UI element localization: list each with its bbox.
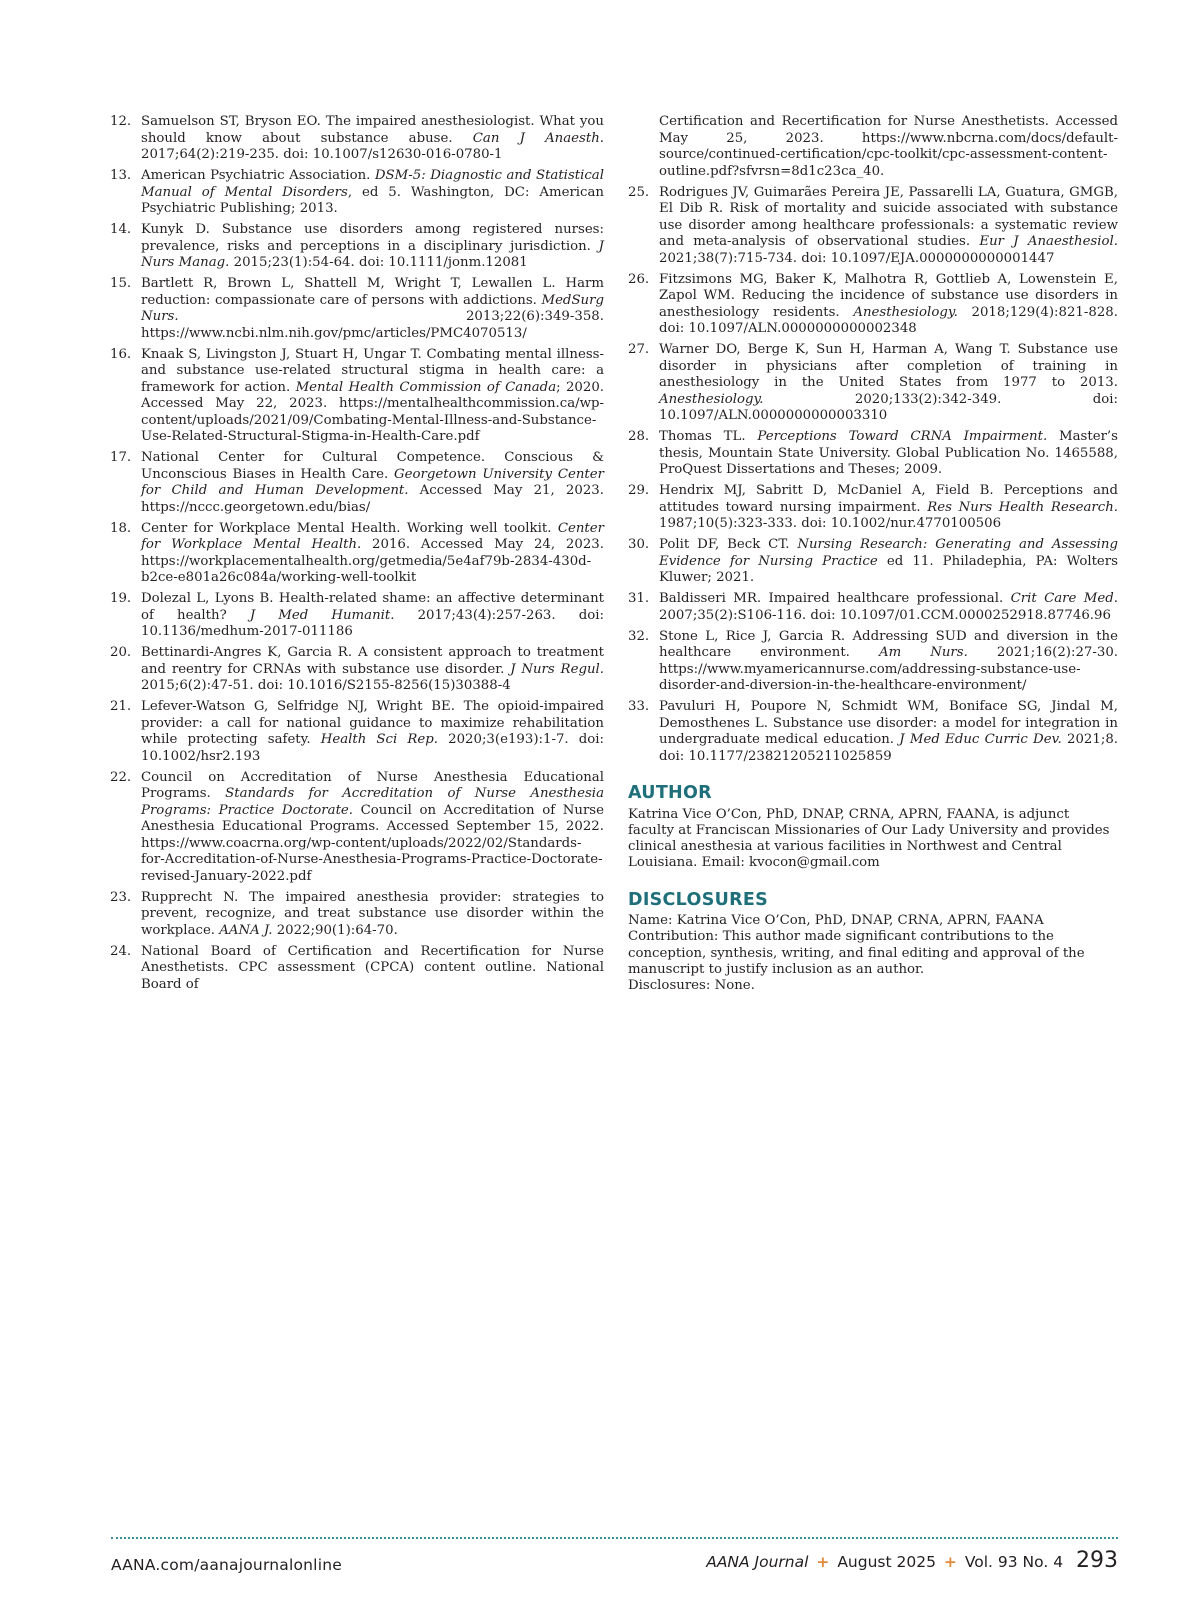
- reference-number: 33.: [628, 699, 650, 714]
- reference-source-title: J Nurs Regul.: [510, 661, 604, 677]
- reference-item: [110, 521, 604, 587]
- reference-text: [659, 699, 1118, 765]
- reference-item: [110, 944, 604, 994]
- reference-text-segment: 2016. Accessed May 24, 2023. https://workplacementalhealth.org/getmedia/5e4af79b-2834-430d-b2ce-e801a26c084a/working-well-toolkit: [141, 537, 604, 585]
- reference-text-segment: Rupprecht N. The impaired anesthesia provider: strategies to prevent, recognize, and treat substance use disorder within the workplace.: [141, 889, 604, 938]
- reference-text: [141, 770, 604, 886]
- reference-text: [659, 342, 1118, 425]
- disclosure-none-line: Disclosures: None.: [628, 978, 755, 994]
- reference-text-segment: ed 11. Philadephia, PA: Wolters Kluwer; 2021.: [659, 553, 1118, 585]
- reference-text: [141, 114, 604, 164]
- reference-item: [110, 699, 604, 765]
- reference-text-segment: ; 2020. Accessed May 22, 2023. https://mentalhealthcommission.ca/wp-content/uploads/2021/09/Combating-Mental-Illness-and-Substance-Use-Related-Structural-Stigma-in-Health-Care.pdf: [141, 379, 605, 444]
- reference-text-segment: 2007;35(2):S106-116. doi: 10.1097/01.CCM.0000252918.87746.96: [659, 607, 1111, 623]
- issue-date: August 2025: [837, 1553, 936, 1571]
- reference-24-continuation: Certification and Recertification for Nurse Anesthetists. Accessed May 25, 2023. https://www.nbcrna.com/docs/default-source/continued-certification/cpc-toolkit/cpc-assessment-content-outline.pdf?sfvrsn=8d1c23ca_40.: [659, 114, 1118, 179]
- reference-text-segment: 2021;16(2):27-30. https://www.myamericannurse.com/addressing-substance-use-disorder-and-diversion-in-the-healthcare-environment/: [659, 645, 1119, 693]
- issue-number: No. 4: [1022, 1553, 1064, 1571]
- disclosures-heading: DISCLOSURES: [628, 889, 769, 910]
- reference-text-segment: Center for Workplace Mental Health. Working well toolkit.: [141, 520, 558, 536]
- reference-text-segment: Council on Accreditation of Nurse Anesthesia Educational Programs.: [141, 769, 604, 801]
- reference-text: [141, 591, 604, 641]
- reference-number: 14.: [110, 222, 132, 237]
- reference-source-title: Am Nurs.: [878, 645, 968, 660]
- reference-text: [659, 591, 1118, 624]
- reference-text-segment: 2015;6(2):47-51. doi: 10.1016/S2155-8256(15)30388-4: [141, 678, 511, 693]
- reference-text-segment: Samuelson ST, Bryson EO. The impaired anesthesiologist. What you should know about substance abuse.: [141, 114, 604, 146]
- separator-plus-icon: +: [816, 1553, 830, 1571]
- reference-source-title: Res Nurs Health Research.: [927, 499, 1118, 515]
- reference-text-segment: 2020;3(e193):1-7. doi: 10.1002/hsr2.193: [141, 732, 605, 764]
- reference-number: 30.: [628, 537, 650, 552]
- reference-text: [659, 537, 1118, 587]
- reference-text-segment: Fitzsimons MG, Baker K, Malhotra R, Gottlieb A, Lowenstein E, Zapol WM. Reducing the incidence of substance use disorders in anesthesiology residents.: [659, 271, 1118, 320]
- reference-text-segment: American Psychiatric Association.: [141, 168, 375, 183]
- reference-number: 13.: [110, 168, 132, 183]
- reference-number: 27.: [628, 342, 650, 357]
- reference-source-title: Standards for Accreditation of Nurse Anesthesia Programs: Practice Doctorate.: [141, 786, 604, 818]
- reference-source-title: AANA J.: [219, 922, 273, 938]
- reference-text-segment: Rodrigues JV, Guimarães Pereira JE, Passarelli LA, Guatura, GMGB, El Dib R. Risk of mortality and suicide associated with substance use disorder among healthcare professionals: a systematic review and meta-analysis of observational studies.: [659, 184, 1118, 249]
- reference-source-title: Anesthesiology.: [853, 304, 958, 320]
- reference-text-segment: Thomas TL.: [659, 429, 758, 444]
- journal-title: AANA Journal: [706, 1553, 809, 1571]
- reference-text-segment: 2017;64(2):219-235. doi: 10.1007/s12630-016-0780-1: [141, 147, 503, 162]
- reference-text-segment: 2021;8. doi: 10.1177/23821205211025859: [659, 732, 1119, 764]
- reference-text: [141, 944, 604, 994]
- reference-item: [628, 699, 1118, 765]
- references-right-column: [628, 114, 1118, 995]
- reference-source-title: MedSurg Nurs.: [141, 292, 604, 324]
- reference-number: 24.: [110, 943, 132, 959]
- reference-text-segment: 2022;90(1):64-70.: [272, 922, 398, 938]
- reference-number: 22.: [110, 769, 132, 785]
- reference-text: [659, 272, 1118, 338]
- reference-text-segment: , ed 5. Washington, DC: American Psychiatric Publishing; 2013.: [141, 184, 604, 216]
- reference-source-title: J Nurs Manag.: [141, 238, 604, 270]
- reference-text-segment: Dolezal L, Lyons B. Health-related shame: an affective determinant of health?: [141, 591, 604, 623]
- page-number: 293: [1076, 1548, 1118, 1573]
- reference-item: [110, 645, 604, 695]
- reference-text-segment: Polit DF, Beck CT.: [659, 537, 798, 552]
- reference-text-segment: Stone L, Rice J, Garcia R. Addressing SUD and diversion in the healthcare environment.: [659, 628, 1118, 660]
- reference-text-segment: Bettinardi-Angres K, Garcia R. A consistent approach to treatment and reentry for CRNAs with substance use disorder.: [141, 645, 604, 677]
- reference-number: 31.: [628, 591, 650, 606]
- journal-citation: [706, 1548, 1118, 1573]
- reference-text-segment: Lefever-Watson G, Selfridge NJ, Wright BE. The opioid-impaired provider: a call for national guidance to maximize rehabilitation while protecting safety.: [141, 699, 604, 747]
- reference-source-title: Anesthesiology.: [659, 391, 764, 407]
- disclosure-name-line: Name: Katrina Vice O’Con, PhD, DNAP, CRNA, APRN, FAANA: [628, 913, 1044, 929]
- reference-text-segment: Baldisseri MR. Impaired healthcare professional.: [659, 591, 1011, 606]
- footer-dotted-rule: [111, 1537, 1118, 1539]
- reference-number: 26.: [628, 271, 650, 287]
- reference-number: 29.: [628, 483, 650, 498]
- reference-item: [628, 342, 1118, 425]
- reference-text: [141, 222, 604, 272]
- reference-number: 19.: [110, 591, 132, 606]
- reference-number: 32.: [628, 628, 650, 644]
- reference-source-title: Georgetown University Center for Child and Human Development.: [141, 466, 604, 498]
- reference-item: [628, 429, 1118, 479]
- reference-item: [110, 168, 604, 218]
- reference-text-segment: Accessed May 21, 2023. https://nccc.georgetown.edu/bias/: [141, 483, 604, 515]
- reference-text: [141, 521, 604, 587]
- author-bio: Katrina Vice O’Con, PhD, DNAP, CRNA, APRN, FAANA, is adjunct faculty at Franciscan Missionaries of Our Lady University and provides clinical anesthesia at various facilities in Northwest and Central Louisiana. Email: kvocon@gmail.com: [628, 806, 1110, 871]
- reference-source-title: Eur J Anaesthesiol.: [979, 234, 1118, 249]
- reference-number: 17.: [110, 450, 132, 465]
- reference-source-title: Mental Health Commission of Canada: [295, 379, 557, 395]
- reference-text: [141, 347, 604, 446]
- reference-number: 23.: [110, 889, 132, 905]
- disclosure-contribution-line: Contribution: This author made significant contributions to the conception, synthesis, writing, and final editing and approval of the manuscript to justify inclusion as an author.: [628, 929, 1085, 978]
- reference-number: 21.: [110, 699, 132, 714]
- reference-source-title: Health Sci Rep.: [320, 732, 438, 747]
- reference-item: [110, 890, 604, 940]
- journal-url-link[interactable]: AANA.com/aanajournalonline: [111, 1556, 342, 1574]
- reference-item: [110, 450, 604, 516]
- reference-number: 20.: [110, 645, 132, 660]
- reference-number: 15.: [110, 276, 132, 291]
- disclosures-body: [628, 913, 1118, 994]
- reference-source-title: DSM-5: Diagnostic and Statistical Manual of Mental Disorders: [141, 168, 604, 200]
- reference-item: [110, 114, 604, 164]
- reference-text-segment: 2020;133(2):342-349. doi: 10.1097/ALN.0000000000003310: [659, 391, 1118, 423]
- reference-item: [628, 537, 1118, 587]
- reference-text-segment: 2017;43(4):257-263. doi: 10.1136/medhum-2017-011186: [141, 607, 604, 639]
- reference-text: [141, 890, 604, 940]
- reference-text-segment: Master’s thesis, Mountain State University. Global Publication No. 1465588, ProQuest Dissertations and Theses; 2009.: [659, 429, 1118, 477]
- reference-number: 28.: [628, 429, 650, 444]
- reference-text: [659, 429, 1118, 479]
- author-heading: AUTHOR: [628, 783, 712, 803]
- reference-number: 16.: [110, 346, 132, 362]
- reference-item: [110, 276, 604, 342]
- reference-item: [110, 347, 604, 446]
- separator-plus-icon: +: [943, 1553, 957, 1571]
- reference-number: 12.: [110, 114, 132, 129]
- reference-text-segment: Kunyk D. Substance use disorders among registered nurses: prevalence, risks and perceptions in a disciplinary jurisdiction.: [141, 222, 604, 254]
- reference-text-segment: Bartlett R, Brown L, Shattell M, Wright T, Lewallen L. Harm reduction: compassionate care of persons with addictions.: [141, 276, 604, 308]
- reference-text-segment: National Board of Certification and Recertification for Nurse Anesthetists. CPC assessment (CPCA) content outline. National Board of: [141, 943, 604, 992]
- reference-item: [110, 591, 604, 641]
- reference-text: [659, 185, 1118, 268]
- reference-item: [110, 770, 604, 886]
- page-footer: [111, 1548, 1118, 1578]
- reference-text-segment: 2021;38(7):715-734. doi: 10.1097/EJA.0000000000001447: [659, 250, 1055, 266]
- reference-text: [141, 645, 604, 695]
- reference-text-segment: 2018;129(4):821-828. doi: 10.1097/ALN.0000000000002348: [659, 304, 1118, 336]
- reference-text-segment: Hendrix MJ, Sabritt D, McDaniel A, Field B. Perceptions and attitudes toward nursing impairment.: [659, 483, 1118, 515]
- references-left-column: [110, 114, 604, 998]
- reference-text-segment: 2013;22(6):349-358. https://www.ncbi.nlm.nih.gov/pmc/articles/PMC4070513/: [141, 309, 604, 341]
- reference-item: [110, 222, 604, 272]
- reference-source-title: J Med Humanit.: [249, 607, 395, 623]
- reference-source-title: Crit Care Med.: [1010, 591, 1118, 606]
- reference-text-segment: 2015;23(1):54-64. doi: 10.1111/jonm.12081: [229, 255, 528, 270]
- reference-text-segment: Pavuluri H, Poupore N, Schmidt WM, Boniface SG, Jindal M, Demosthenes L. Substance use disorder: a model for integration in undergraduate medical education.: [659, 699, 1118, 747]
- reference-item: [628, 185, 1118, 268]
- volume: Vol. 93: [964, 1553, 1018, 1571]
- reference-number: 25.: [628, 184, 650, 200]
- reference-item: [628, 272, 1118, 338]
- reference-text-segment: Warner DO, Berge K, Sun H, Harman A, Wang T. Substance use disorder in physicians after completion of training in anesthesiology in the United States from 1977 to 2013.: [659, 342, 1118, 390]
- reference-source-title: Nursing Research: Generating and Assessing Evidence for Nursing Practice: [659, 537, 1118, 569]
- reference-item: [628, 629, 1118, 695]
- reference-text: [141, 168, 604, 218]
- reference-text-segment: 1987;10(5):323-333. doi: 10.1002/nur.4770100506: [659, 516, 1002, 531]
- reference-text: [659, 629, 1118, 695]
- reference-text-segment: National Center for Cultural Competence. Conscious & Unconscious Biases in Health Care.: [141, 450, 604, 482]
- reference-number: 18.: [110, 520, 132, 536]
- reference-text-segment: Knaak S, Livingston J, Stuart H, Ungar T. Combating mental illness- and substance use-related structural stigma in health care: a framework for action.: [141, 346, 604, 395]
- reference-text: [659, 483, 1118, 533]
- reference-text-segment: Council on Accreditation of Nurse Anesthesia Educational Programs. Accessed September 15, 2022. https://www.coacrna.org/wp-content/uploads/2022/02/Standards-for-Accreditation-of-Nurse-Anesthesia-Programs-Practice-Doctorate-revised-January-2022.pdf: [141, 802, 604, 884]
- reference-item: [628, 483, 1118, 533]
- reference-item: [628, 591, 1118, 624]
- references-list-right: [628, 185, 1118, 766]
- reference-text: [141, 699, 604, 765]
- reference-source-title: J Med Educ Curric Dev.: [899, 732, 1062, 747]
- reference-text: [141, 450, 604, 516]
- reference-source-title: Can J Anaesth.: [472, 130, 604, 146]
- reference-source-title: Perceptions Toward CRNA Impairment.: [757, 429, 1048, 444]
- reference-source-title: Center for Workplace Mental Health.: [141, 520, 604, 552]
- reference-text: [141, 276, 604, 342]
